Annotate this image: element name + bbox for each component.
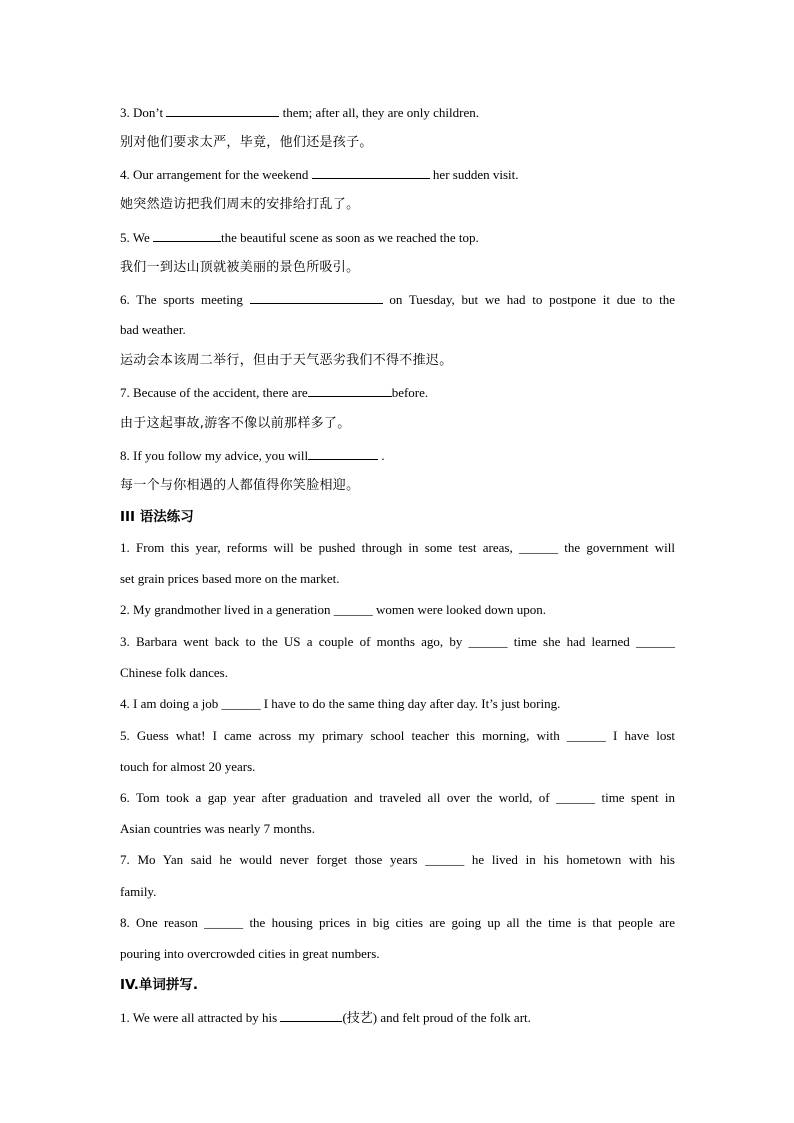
s3-line-5: Chinese folk dances. [120,665,228,680]
s3-line-8: touch for almost 20 years. [120,759,256,774]
s4-q1-blank[interactable] [280,1009,342,1022]
s2-q6-blank[interactable] [250,291,383,304]
s2-q5-english [120,229,675,246]
s2-q7-chinese: 由于这起事故,游客不像以前那样多了。 [120,416,351,431]
s2-q5-text-start: 5. We [120,230,154,245]
s4-q1 [120,1009,675,1026]
s3-line-10: Asian countries was nearly 7 months. [120,821,315,836]
s2-q6-english [120,291,675,308]
s3-line-3: 2. My grandmother lived in a generation ______ women were looked down upon. [120,602,547,617]
s3-line-11: 7. Mo Yan said he would never forget those years ______ he lived in his hometown with his [120,852,675,867]
s2-q7-text-start: 7. Because of the accident, there are [120,385,308,400]
s2-q4-chinese: 她突然造访把我们周末的安排给打乱了。 [120,197,360,212]
s2-q3-chinese: 别对他们要求太严，毕竟，他们还是孩子。 [120,135,373,150]
s2-q8-text-start: 8. If you follow my advice, you will [120,448,309,463]
s2-q8-english [120,447,675,464]
s2-q8-chinese: 每一个与你相遇的人都值得你笑脸相迎。 [120,478,360,493]
s3-line-7: 5. Guess what! I came across my primary school teacher this morning, with ______ I have lost [120,728,675,743]
s2-q3-blank[interactable] [166,104,279,117]
s2-q5-blank[interactable] [153,229,221,242]
s2-q4-english [120,166,675,183]
s3-line-2: set grain prices based more on the market. [120,571,340,586]
s3-line-4: 3. Barbara went back to the US a couple of months ago, by ______ time she had learned ______ [120,634,675,649]
s3-line-9: 6. Tom took a gap year after graduation and traveled all over the world, of ______ time spent in [120,790,675,805]
s2-q7-text-end: before. [391,385,429,400]
s2-q3-text-end: them; after all, they are only children. [279,105,479,120]
s2-q6-chinese: 运动会本该周二举行，但由于天气恶劣我们不得不推迟。 [120,353,453,368]
s3-line-12: family. [120,884,157,899]
s2-q4-blank[interactable] [312,166,430,179]
s3-line-6: 4. I am doing a job ______ I have to do the same thing day after day. It’s just boring. [120,696,561,711]
s4-q1-text-start: 1. We were all attracted by his [120,1010,281,1025]
s2-q8-blank[interactable] [308,447,378,460]
s3-line-1: 1. From this year, reforms will be pushed through in some test areas, ______ the government will [120,540,675,555]
s3-line-14: pouring into overcrowded cities in great numbers. [120,946,380,961]
s2-q3-text-start: 3. Don’t [120,105,167,120]
s2-q5-text-end: the beautiful scene as soon as we reached the top. [221,230,479,245]
s2-q8-text-end: . [378,448,385,463]
s2-q6-english-cont: bad weather. [120,322,186,337]
s2-q3-english [120,104,675,121]
s4-q1-text-end: (技艺) and felt proud of the folk art. [342,1010,531,1025]
s2-q6-text-end: on Tuesday, but we had to postpone it due to the [382,292,675,307]
s2-q7-blank[interactable] [308,384,392,397]
section4-heading: IV.单词拼写. [120,977,198,993]
s3-line-13: 8. One reason ______ the housing prices in big cities are going up all the time is that people are [120,915,675,930]
s2-q5-chinese: 我们一到达山顶就被美丽的景色所吸引。 [120,260,360,275]
s2-q6-text-start: 6. The sports meeting [120,292,250,307]
s2-q4-text-start: 4. Our arrangement for the weekend [120,167,312,182]
section3-heading: III 语法练习 [120,509,194,525]
s2-q4-text-end: her sudden visit. [429,167,519,182]
s2-q7-english [120,384,675,401]
